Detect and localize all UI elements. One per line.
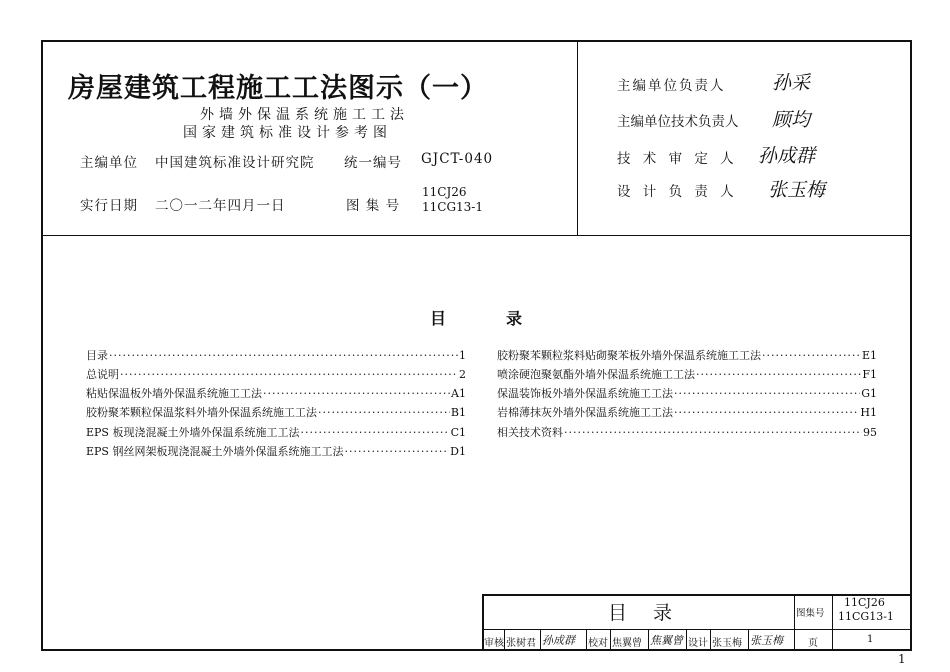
toc-entry xyxy=(86,424,466,440)
atlas-value-2: 11CG13-1 xyxy=(422,200,483,214)
date-value: 二〇一二年四月一日 xyxy=(155,198,286,214)
responsible-label-1: 主编单位负责人 xyxy=(617,78,726,94)
responsible-label-3: 技 术 审 定 人 xyxy=(617,151,738,167)
toc-entry-title: 岩棉薄抹灰外墙外保温系统施工工法 xyxy=(497,406,673,419)
toc-entry-title: 粘贴保温板外墙外保温系统施工工法 xyxy=(86,387,262,400)
title-block-atlas-1: 11CJ26 xyxy=(844,596,885,609)
toc-entry-title: 目录 xyxy=(86,349,108,362)
toc-entry-page: 1 xyxy=(459,349,466,362)
toc-entry xyxy=(86,443,466,459)
page-label: 页 xyxy=(808,638,818,649)
responsible-label-2: 主编单位技术负责人 xyxy=(617,114,739,130)
toc-entry-page: D1 xyxy=(450,445,466,458)
toc-entry xyxy=(497,366,877,382)
toc-entry-page: G1 xyxy=(861,387,877,400)
toc-entry xyxy=(86,366,466,382)
toc-entry-page: C1 xyxy=(450,426,466,439)
responsible-signature-2: 顾均 xyxy=(772,109,811,131)
toc-entry xyxy=(497,404,877,420)
atlas-value-1: 11CJ26 xyxy=(422,185,467,199)
toc-entry-title: 胶粉聚苯颗粒浆料贴砌聚苯板外墙外保温系统施工工法 xyxy=(497,349,761,362)
editor-label: 主编单位 xyxy=(80,155,138,171)
toc-entry xyxy=(497,347,877,363)
title-block-name: 目 录 xyxy=(608,602,683,624)
toc-entry-page: B1 xyxy=(450,406,466,419)
page-value: 1 xyxy=(867,634,874,645)
subtitle-1: 外墙外保温系统施工工法 xyxy=(200,107,409,123)
unified-no-label: 统一编号 xyxy=(344,155,402,171)
unified-no-value: GJCT-040 xyxy=(421,151,494,167)
toc-entry-title: 喷涂硬泡聚氨酯外墙外保温系统施工工法 xyxy=(497,368,695,381)
review-label: 审核 xyxy=(484,638,504,649)
date-label: 实行日期 xyxy=(80,198,138,214)
atlas-label: 图 集 号 xyxy=(346,198,401,214)
header-divider-horizontal xyxy=(41,235,912,236)
responsible-signature-1: 孙采 xyxy=(772,72,811,94)
design-label: 设计 xyxy=(688,638,708,649)
toc-entry-title: 保温装饰板外墙外保温系统施工工法 xyxy=(497,387,673,400)
toc-entry-title: 胶粉聚苯颗粒保温浆料外墙外保温系统施工工法 xyxy=(86,406,317,419)
toc-entry-page: H1 xyxy=(860,406,877,419)
toc-entry xyxy=(497,424,877,440)
toc-entry-title: 总说明 xyxy=(86,368,119,381)
toc-heading-right: 录 xyxy=(506,309,524,328)
toc-entry-title: EPS 钢丝网架板现浇混凝土外墙外保温系统施工工法 xyxy=(86,445,344,458)
responsible-signature-4: 张玉梅 xyxy=(768,179,826,201)
responsible-label-4: 设 计 负 责 人 xyxy=(617,184,738,200)
toc-entry-page: A1 xyxy=(451,387,466,400)
document-title: 房屋建筑工程施工工法图示（一） xyxy=(68,73,488,104)
review-name: 张树君 xyxy=(506,638,536,649)
toc-entry-title: 相关技术资料 xyxy=(497,426,563,439)
toc-entry xyxy=(86,385,466,401)
subtitle-2: 国家建筑标准设计参考图 xyxy=(183,125,392,141)
toc-entry xyxy=(86,347,466,363)
toc-entry xyxy=(497,385,877,401)
review-signature: 孙成群 xyxy=(542,634,575,647)
toc-entry-page: 95 xyxy=(863,426,877,439)
editor-value: 中国建筑标准设计研究院 xyxy=(155,155,315,171)
check-signature: 焦翼曾 xyxy=(650,634,683,647)
toc-entry-title: EPS 板现浇混凝土外墙外保温系统施工工法 xyxy=(86,426,300,439)
design-name: 张玉梅 xyxy=(712,638,742,649)
check-name: 焦翼曾 xyxy=(612,638,642,649)
toc-entry-page: 2 xyxy=(459,368,466,381)
title-block-atlas-label: 图集号 xyxy=(796,608,825,619)
title-block xyxy=(482,594,912,651)
toc-entry-page: E1 xyxy=(861,349,877,362)
toc-entry-page: F1 xyxy=(862,368,877,381)
toc-heading-left: 目 xyxy=(430,309,448,328)
responsible-signature-3: 孙成群 xyxy=(758,145,816,167)
check-label: 校对 xyxy=(588,638,608,649)
toc-entry xyxy=(86,404,466,420)
header-divider-vertical xyxy=(577,40,578,236)
sheet-number: 1 xyxy=(898,652,906,666)
title-block-atlas-2: 11CG13-1 xyxy=(838,610,894,623)
design-signature: 张玉梅 xyxy=(750,634,783,647)
